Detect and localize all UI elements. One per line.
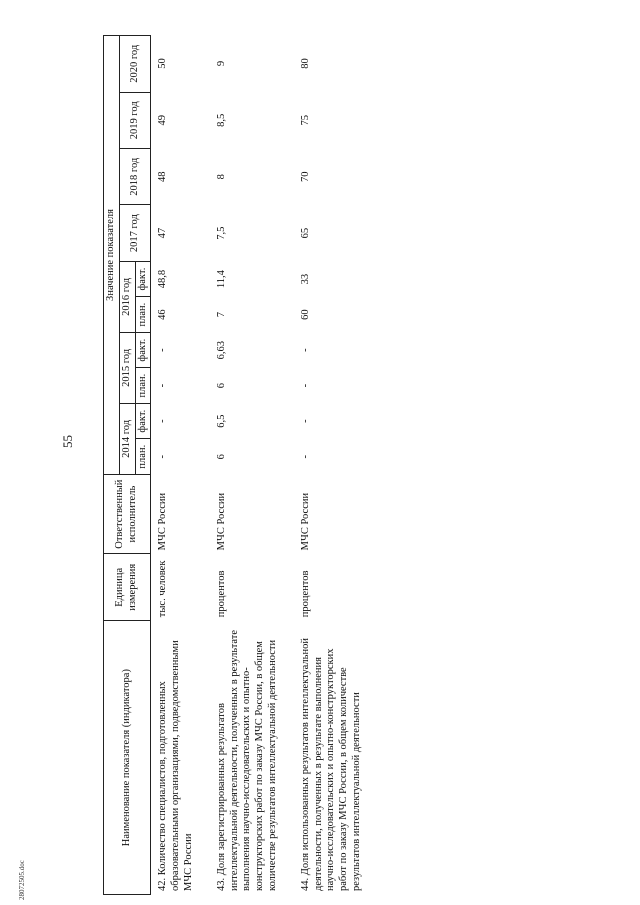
value-2019: 75 <box>299 115 311 126</box>
page-number: 55 <box>60 435 75 448</box>
value-2014-plan: - <box>299 454 311 459</box>
value-2014-plan: - <box>157 454 169 459</box>
value-2015-plan: 6 <box>215 383 227 389</box>
value-2018: 70 <box>299 171 311 182</box>
value-2019: 8,5 <box>215 113 227 127</box>
value-2015-fact: - <box>299 348 311 352</box>
header-2015: 2015 год <box>119 332 135 403</box>
header-2016-fact: факт. <box>135 261 151 297</box>
header-responsible: Ответственный исполнитель <box>104 474 151 553</box>
header-2014-plan: план. <box>135 439 151 475</box>
footer-filename: 28072505.doc <box>18 860 26 900</box>
value-2017: 47 <box>157 227 169 239</box>
table-row <box>210 36 294 895</box>
value-2016-fact: 48,8 <box>157 269 169 289</box>
value-2015-fact: - <box>157 348 169 352</box>
header-2016-plan: план. <box>135 297 151 333</box>
header-unit: Единица измерения <box>104 554 151 621</box>
header-2018: 2018 год <box>119 149 151 205</box>
value-2020: 80 <box>299 58 311 69</box>
value-2014-fact: - <box>157 419 169 423</box>
row-responsible: МЧС России <box>299 492 311 551</box>
row-unit: процентов <box>215 570 227 618</box>
header-2020: 2020 год <box>119 36 151 93</box>
value-2016-fact: 33 <box>299 273 311 285</box>
value-2019: 49 <box>157 115 169 126</box>
value-2020: 50 <box>157 58 169 69</box>
value-2018: 48 <box>157 171 169 182</box>
value-2016-plan: 60 <box>299 309 311 320</box>
header-value-group: Значение показателя <box>104 36 120 475</box>
header-2017: 2017 год <box>119 205 151 261</box>
row-name: 44. Доля использованных результатов интеллектуальной деятельности, полученных в результате выполнения научно-исследовательских и опытно-конструкторских работ по заказу МЧС России, в общем количестве результатов интеллектуальной деятельности <box>299 638 362 891</box>
header-2015-fact: факт. <box>135 332 151 368</box>
indicator-table-container <box>103 35 603 895</box>
row-unit: тыс. человек <box>157 560 169 618</box>
row-name: 42. Количество специалистов, подготовленных образовательными организациями, подведомственными МЧС России <box>157 640 194 891</box>
value-2020: 9 <box>215 60 227 67</box>
row-responsible: МЧС России <box>157 492 169 551</box>
table-row <box>151 36 210 895</box>
value-2016-plan: 7 <box>215 312 227 318</box>
row-responsible: МЧС России <box>215 492 227 551</box>
table-row <box>294 36 378 895</box>
value-2017: 7,5 <box>215 226 227 240</box>
header-2014-fact: факт. <box>135 403 151 439</box>
indicator-table <box>103 35 378 895</box>
value-2016-fact: 11,4 <box>215 270 227 289</box>
value-2016-plan: 46 <box>157 309 169 320</box>
value-2015-plan: - <box>157 383 169 388</box>
value-2017: 65 <box>299 227 311 239</box>
value-2015-plan: - <box>299 383 311 388</box>
header-2016: 2016 год <box>119 261 135 332</box>
row-unit: процентов <box>299 570 311 618</box>
header-name: Наименование показателя (индикатора) <box>104 621 151 895</box>
header-2019: 2019 год <box>119 92 151 148</box>
value-2014-fact: 6,5 <box>215 414 227 428</box>
value-2015-fact: 6,63 <box>215 340 227 360</box>
value-2014-fact: - <box>299 419 311 423</box>
header-2014: 2014 год <box>119 403 135 474</box>
value-2014-plan: 6 <box>215 454 227 460</box>
value-2018: 8 <box>215 174 227 180</box>
row-name: 43. Доля зарегистрированных результатов интеллектуальной деятельности, полученных в результате выполнения научно-исследовательских и опытно-конструкторских работ по заказу МЧС России, в общем количестве результатов интеллектуальной деятельности <box>215 629 278 891</box>
header-2015-plan: план. <box>135 368 151 404</box>
